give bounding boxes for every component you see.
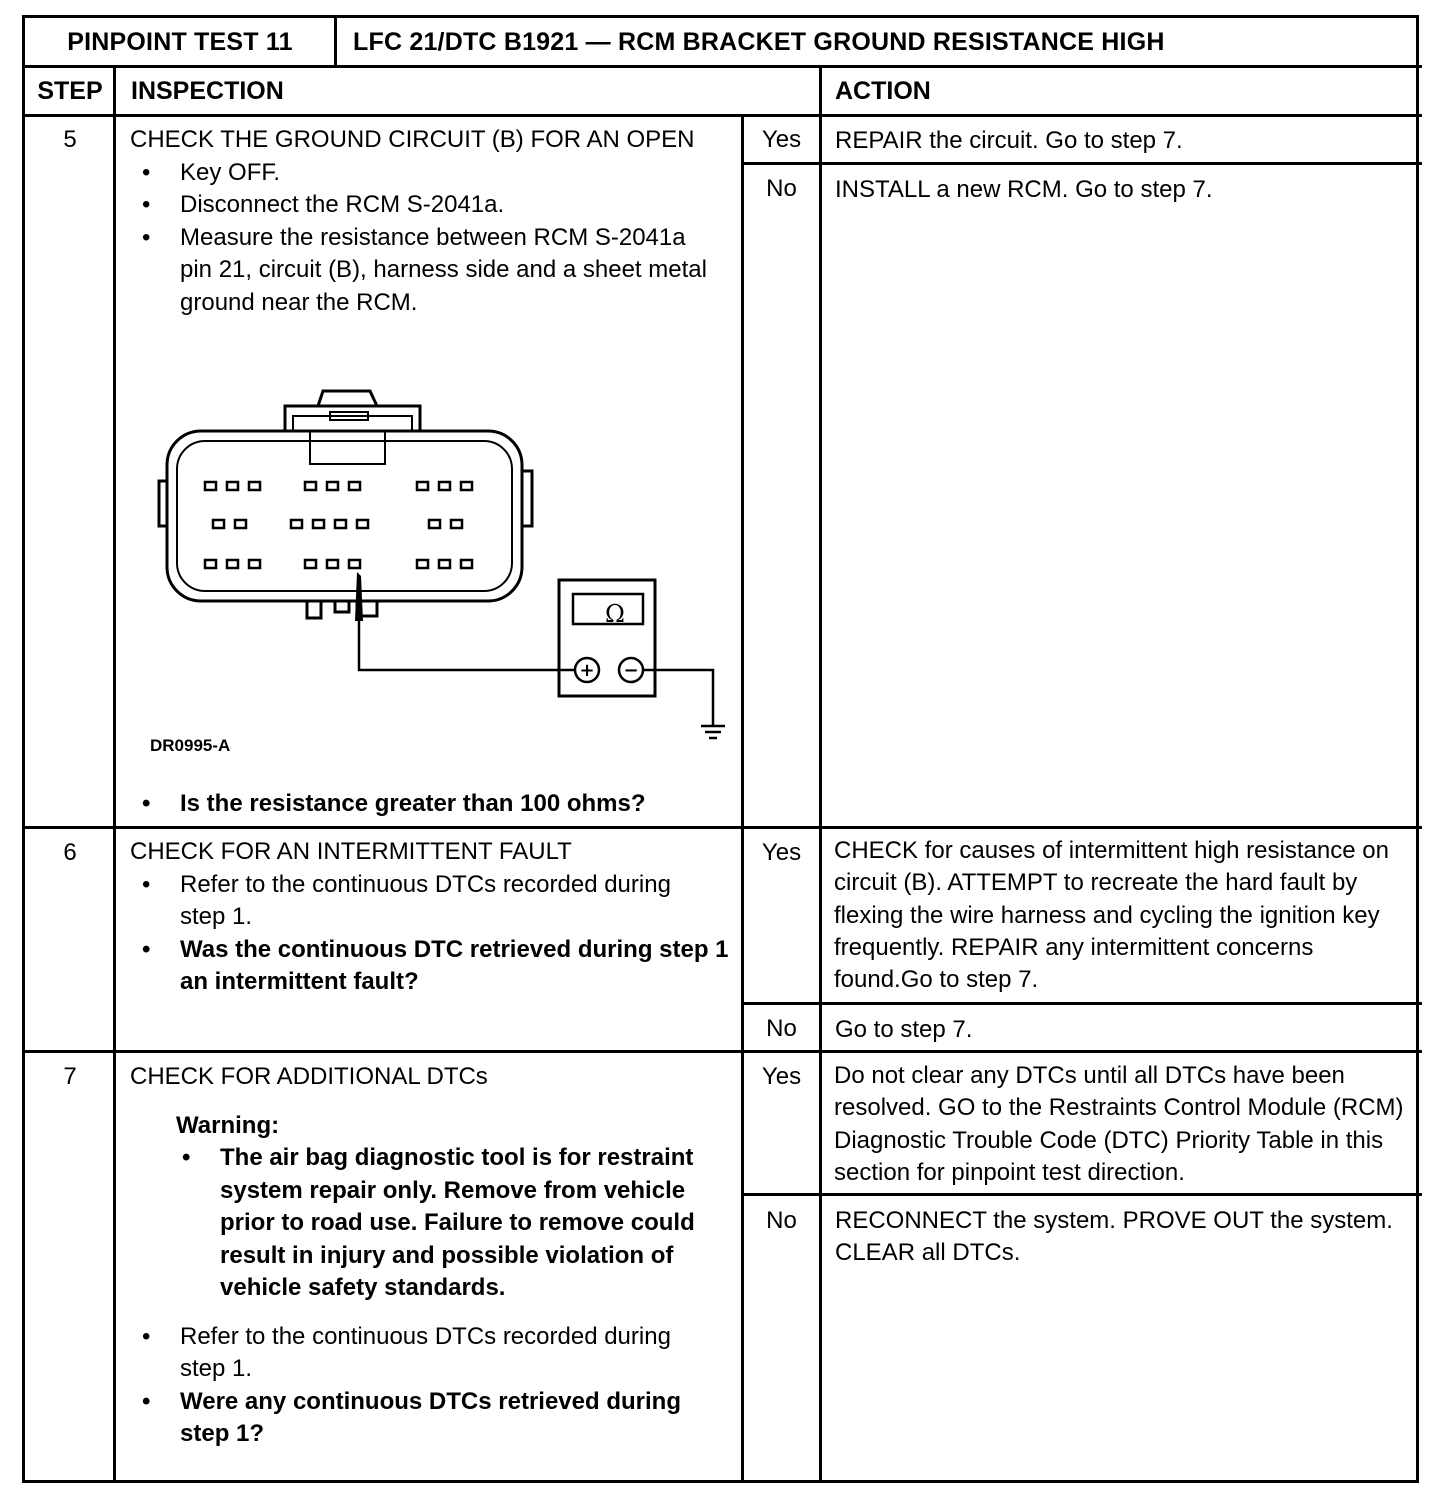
test-label: PINPOINT TEST 11: [67, 28, 293, 56]
rule-step6-yes-no: [743, 1002, 1422, 1005]
connector-ohmmeter-diagram: [145, 386, 725, 766]
step-number: 7: [63, 1063, 77, 1090]
step-bullet: • Disconnect the RCM S-2041a.: [130, 189, 730, 222]
rule-step-col: [113, 65, 116, 1483]
yes-label: Yes: [761, 839, 802, 866]
ohm-symbol: Ω: [605, 600, 625, 628]
step-bullet: • Measure the resistance between RCM S-2041a pin 21, circuit (B), harness side and a sheet metal ground near the RCM.: [130, 222, 730, 320]
yes-action: REPAIR the circuit. Go to step 7.: [835, 127, 1183, 154]
yes-label: Yes: [761, 1063, 802, 1090]
step-question: • Was the continuous DTC retrieved during step 1 an intermittent fault?: [130, 934, 730, 999]
test-title: LFC 21/DTC B1921 — RCM BRACKET GROUND RESISTANCE HIGH: [353, 28, 1165, 56]
pinpoint-test-table: [22, 15, 1419, 1483]
step6-inspection: [130, 836, 730, 999]
step7-inspection: [130, 1061, 730, 1451]
warning-label: Warning:: [176, 1111, 280, 1139]
no-action: INSTALL a new RCM. Go to step 7.: [835, 176, 1213, 203]
yes-action: CHECK for causes of intermittent high resistance on circuit (B). ATTEMPT to recreate the hard fault by flexing the wire harness and cycling the ignition key frequently. REPAIR any intermittent concerns found.Go to step 7.: [834, 837, 1389, 994]
inspection-column-header: INSPECTION: [131, 77, 284, 105]
probe-tip: [355, 572, 363, 621]
figure-id: DR0995-A: [150, 736, 231, 755]
warning-text: • The air bag diagnostic tool is for restraint system repair only. Remove from vehicle prior to road use. Failure to remove could result in injury and possible violation of vehicle safety standards.: [170, 1142, 730, 1305]
connector-pins: [205, 482, 472, 568]
step-bullet: • Refer to the continuous DTCs recorded during step 1.: [130, 869, 730, 934]
rule-step5-yes-no: [743, 162, 1422, 165]
step-question: • Is the resistance greater than 100 ohms?: [130, 788, 730, 821]
ground-symbol: [701, 726, 725, 738]
step-bullet: • Key OFF.: [130, 157, 730, 190]
svg-text:−: −: [623, 660, 639, 681]
step-title: CHECK THE GROUND CIRCUIT (B) FOR AN OPEN: [130, 126, 695, 153]
rule-step7-yes-no: [743, 1193, 1422, 1196]
no-action: RECONNECT the system. PROVE OUT the system. CLEAR all DTCs.: [835, 1207, 1393, 1267]
yes-label: Yes: [761, 126, 802, 153]
step-number: 5: [63, 126, 77, 153]
test-leads: [359, 621, 713, 726]
step-number: 6: [63, 839, 77, 866]
rule-below-headers: [25, 114, 1422, 117]
rule-below-step5: [25, 826, 1422, 829]
no-label: No: [766, 1207, 797, 1234]
no-label: No: [766, 1015, 797, 1042]
yes-action: Do not clear any DTCs until all DTCs have been resolved. GO to the Restraints Control Module (RCM) Diagnostic Trouble Code (DTC) Priority Table in this section for pinpoint test direction.: [834, 1062, 1404, 1186]
no-label: No: [766, 175, 797, 202]
step-bullet: • Refer to the continuous DTCs recorded during step 1.: [130, 1321, 730, 1386]
step5-inspection: [130, 124, 730, 319]
step-title: CHECK FOR ADDITIONAL DTCs: [130, 1063, 488, 1090]
action-column-header: ACTION: [835, 77, 931, 105]
rule-action-col: [819, 65, 822, 1483]
rule-below-title: [25, 65, 1422, 68]
no-action: Go to step 7.: [835, 1016, 973, 1043]
svg-text:+: +: [579, 660, 595, 681]
rule-yesno-col: [741, 114, 744, 1483]
step-column-header: STEP: [37, 77, 103, 105]
step-title: CHECK FOR AN INTERMITTENT FAULT: [130, 838, 572, 865]
rule-below-step6: [25, 1050, 1422, 1053]
step-question: • Were any continuous DTCs retrieved during step 1?: [130, 1386, 730, 1451]
step5-question-block: [130, 788, 730, 821]
